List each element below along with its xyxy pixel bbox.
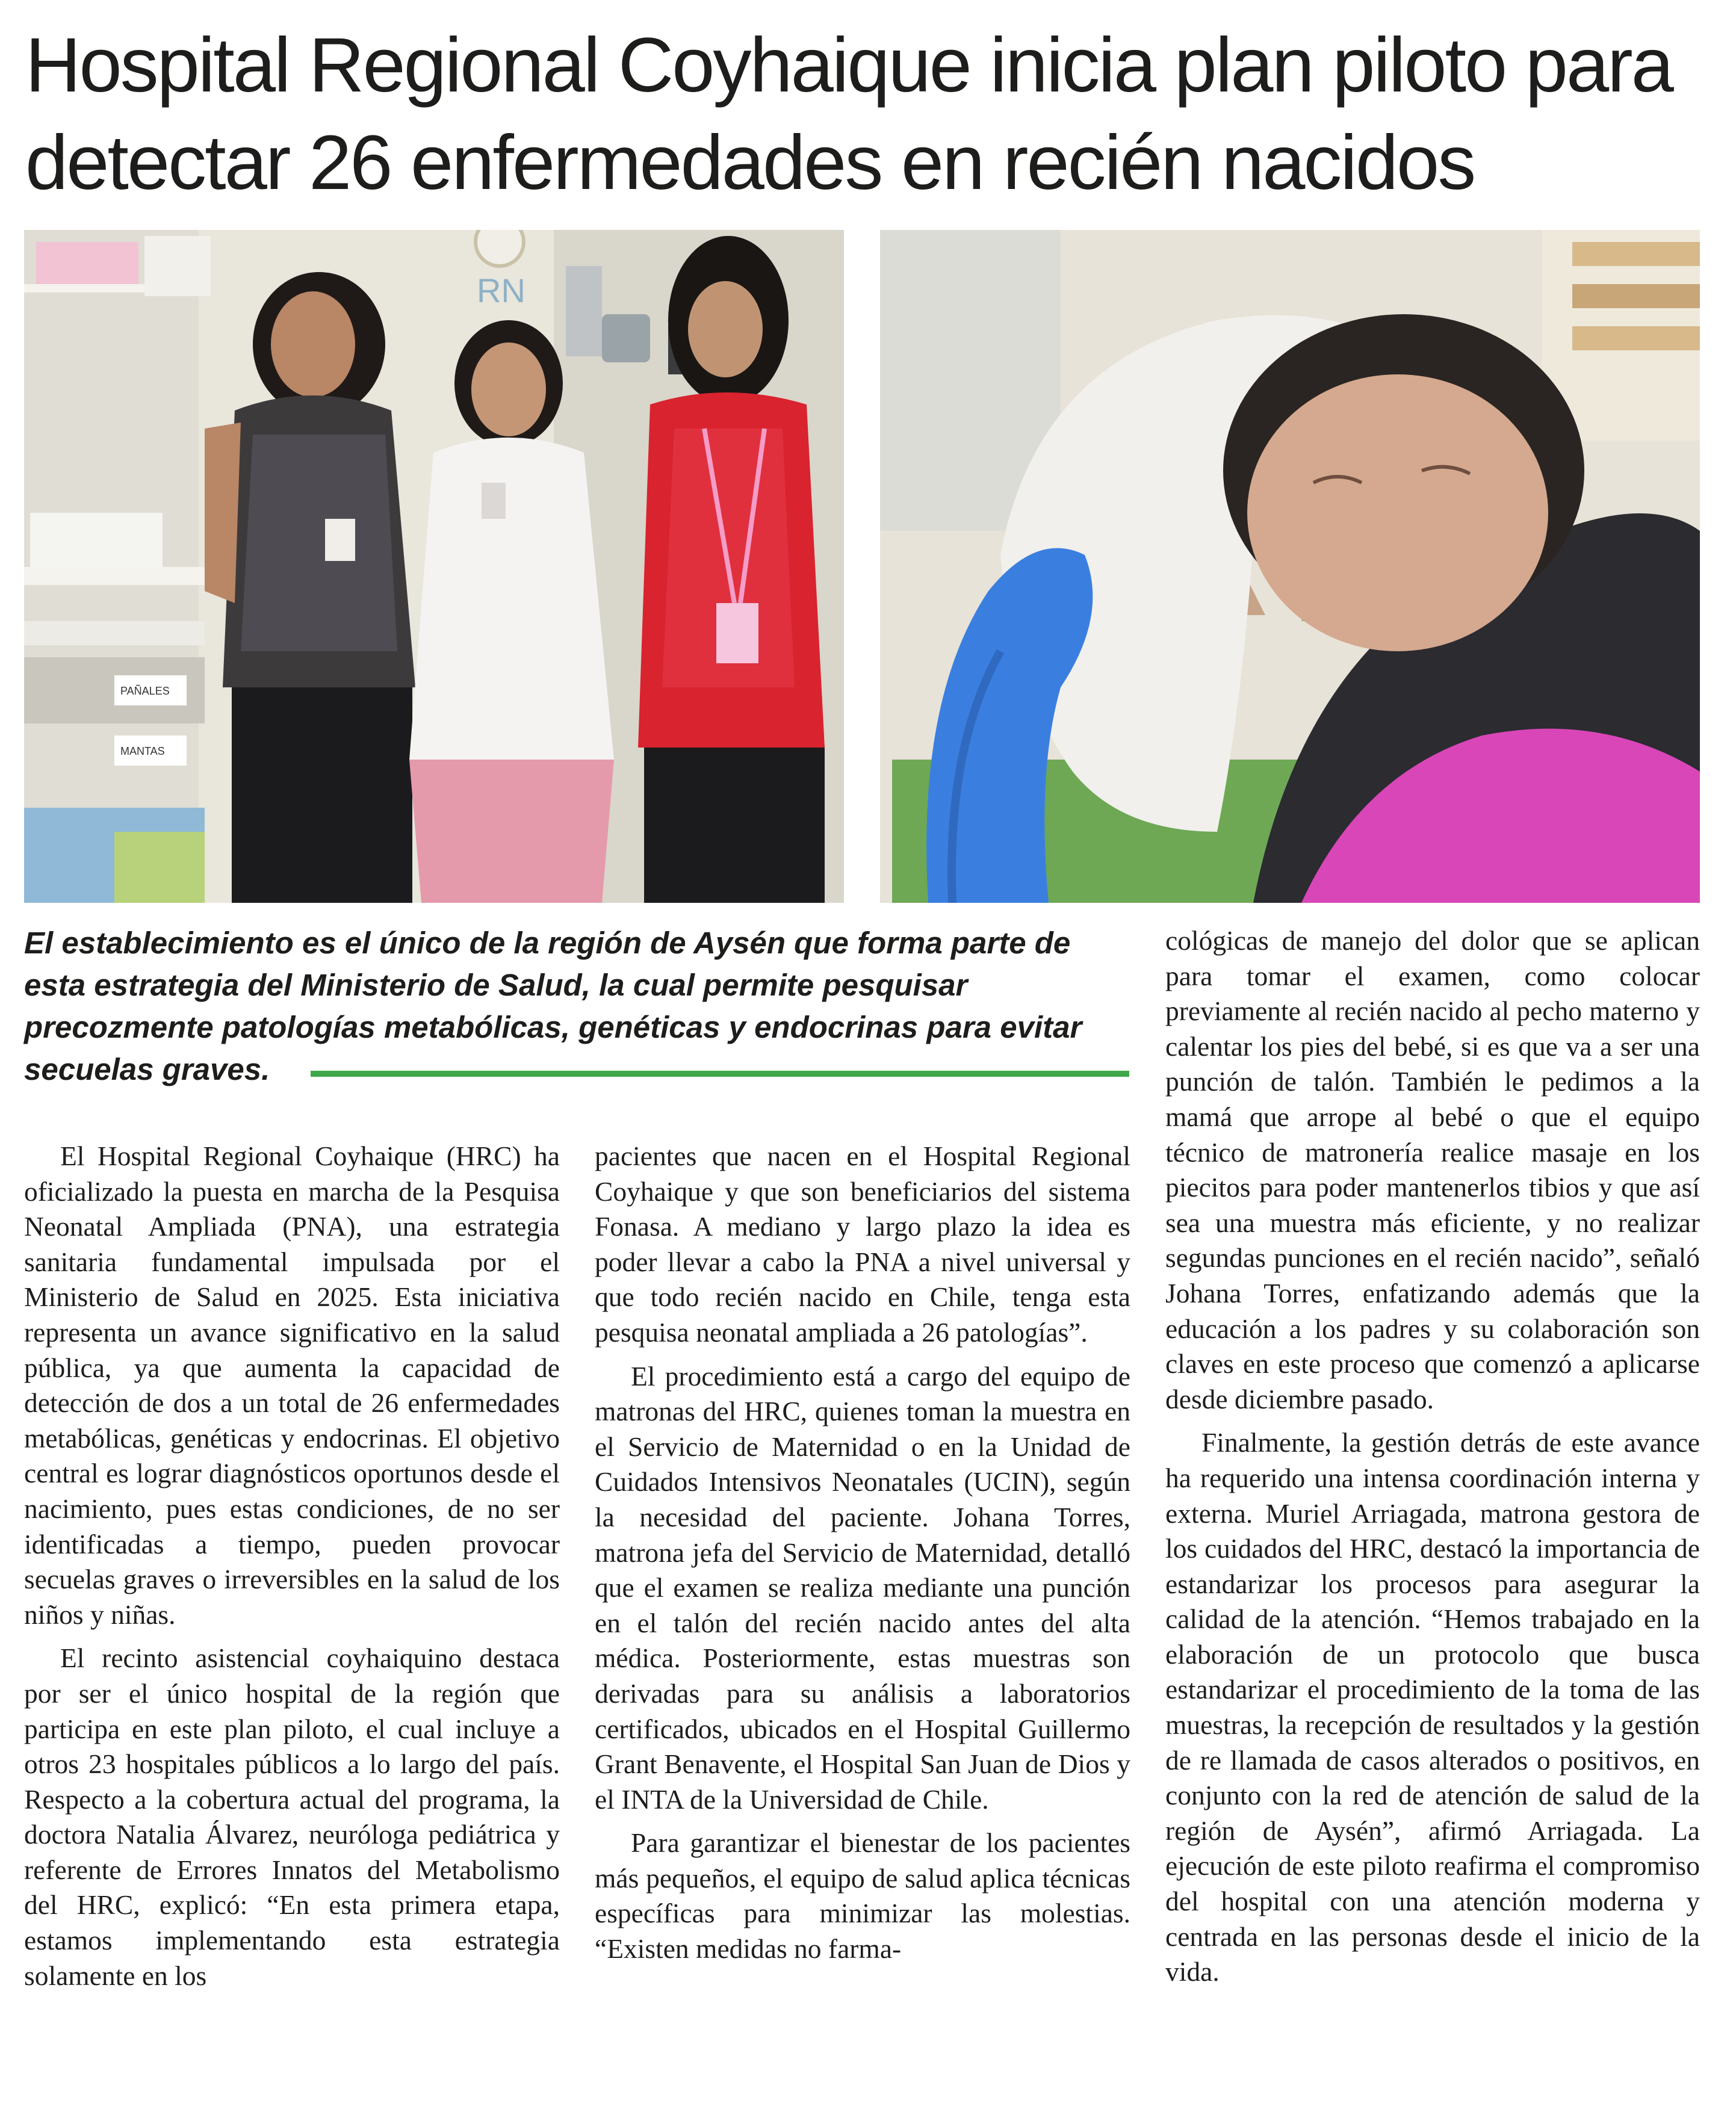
lead-summary: El establecimiento es el único de la región de Aysén que forma parte de esta estrategia del Ministerio de Salud, la cual permite pesquisar precozmente patologías metabólicas, genéticas y endocrinas para evitar secuelas graves. (24, 926, 1082, 1086)
paragraph: pacientes que nacen en el Hospital Regional Coyhaique y que son beneficiarios del sistema Fonasa. A mediano y largo plazo la idea es poder llevar a cabo la PNA a nivel universal y que todo recién nacido en Chile, tenga esta pesquisa neonatal ampliada a 26 patologías”. (595, 1141, 1130, 1348)
column-2 (595, 1139, 1130, 1967)
rn-sign: RN (477, 271, 525, 309)
photo-staff (24, 230, 844, 903)
paragraph: cológicas de manejo del dolor que se aplican para tomar el examen, como colocar previamente al recién nacido al pecho materno y calentar los pies del bebé, si es que va a ser una punción de talón. También le pedimos a la mamá que arrope al bebé o que el equipo técnico de matronería realice masaje en los piecitos para poder mantenerlos tibios y que así sea una muestra más eficiente, y no realizar segundas punciones en el recién nacido”, señaló Johana Torres, enfatizando además que la educación a los padres y su colaboración son claves en este proceso que comenzó a aplicarse desde diciembre pasado. (1165, 925, 1700, 1414)
paragraph: Para garantizar el bienestar de los pacientes más pequeños, el equipo de salud aplica técnicas específicas para minimizar las molestias. “Existen medidas no farma- (595, 1827, 1130, 1965)
paragraph: Finalmente, la gestión detrás de este avance ha requerido una intensa coordinación interna y externa. Muriel Arriagada, matrona gestora de los cuidados del HRC, destacó la importancia de estandarizar los procesos para asegurar la calidad de la atención. “Hemos trabajado en la elaboración de un protocolo que busca estandarizar el procedimiento de la toma de las muestras, la recepción de resultados y la gestión de re llamada de casos alterados o positivos, en conjunto con la red de atención de salud de la región de Aysén”, afirmó Arriagada. La ejecución de este piloto reafirma el compromiso del hospital con una atención moderna y centrada en las personas desde el inicio de la vida. (1165, 1427, 1700, 1987)
column-1 (24, 1139, 560, 1993)
headline: Hospital Regional Coyhaique inicia plan piloto para detectar 26 enfermedades en recién nacidos (25, 22, 1672, 206)
shelf-label-2: MANTAS (120, 745, 165, 757)
paragraph: El procedimiento está a cargo del equipo de matronas del HRC, quienes toman la muestra en el Servicio de Maternidad o en la Unidad de Cuidados Intensivos Neonatales (UCIN), según la necesidad del paciente. Johana Torres, matrona jefa del Servicio de Maternidad, detalló que el examen se realiza mediante una punción en el talón del recién nacido antes del alta médica. Posteriormente, estas muestras son derivadas para su análisis a laboratorios certificados, ubicados en el Hospital Guillermo Grant Benavente, el Hospital San Juan de Dios y el INTA de la Universidad de Chile. (595, 1360, 1130, 1815)
photo-newborn (880, 230, 1700, 903)
paragraph: El recinto asistencial coyhaiquino destaca por ser el único hospital de la región que participa en este plan piloto, el cual incluye a otros 23 hospitales públicos a lo largo del país. Respecto a la cobertura actual del programa, la doctora Natalia Álvarez, neuróloga pediátrica y referente de Errores Innatos del Metabolismo del HRC, explicó: “En esta primera etapa, estamos implementando esta estrategia solamente en los (24, 1643, 560, 1991)
paragraph: El Hospital Regional Coyhaique (HRC) ha oficializado la puesta en marcha de la Pesquisa Neonatal Ampliada (PNA), una estrategia sanitaria fundamental impulsada por el Ministerio de Salud en 2025. Esta iniciativa representa un avance significativo en la salud pública, ya que aumenta la capacidad de detección de dos a un total de 26 enfermedades metabólicas, genéticas y endocrinas. El objetivo central es lograr diagnósticos oportunos desde el nacimiento, pues estas condiciones, de no ser identificadas a tiempo, pueden provocar secuelas graves o irreversibles en la salud de los niños y niñas. (24, 1141, 560, 1630)
accent-rule (311, 1071, 1129, 1077)
column-3 (1165, 923, 1700, 1990)
shelf-label-1: PAÑALES (120, 685, 170, 697)
